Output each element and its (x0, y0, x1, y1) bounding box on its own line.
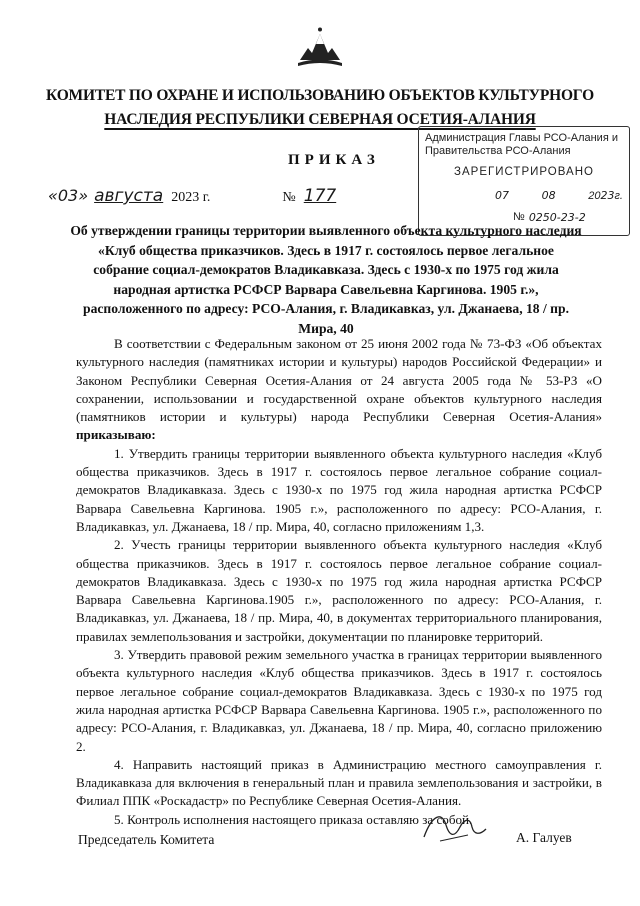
stamp-number: 0250-23-2 (528, 211, 586, 224)
order-year: 2023 г. (171, 190, 211, 205)
stamp-date-year-group (588, 189, 623, 203)
stamp-registered: ЗАРЕГИСТРИРОВАНО (454, 166, 594, 178)
handwritten-signature-icon (420, 805, 490, 851)
committee-name (30, 84, 610, 132)
order-item-1: 1. Утвердить границы территории выявленного объекта культурного наследия «Клуб общества приказчиков. Здесь в 1917 г. состоялось первое легальное собрание социал-демократов Владикавказа. Здесь с 1930-х по 1975 год жила народная артистка РСФСР Варвара Савельевна Каргинова. 1905 г.», расположенного по адресу: РСО-Алания, г. Владикавказ, ул. Джанаева, 18 / пр. Мира, 40, согласно приложениям 1,3. (76, 445, 602, 534)
stamp-date-month: 08 (541, 189, 556, 202)
preamble-paragraph (76, 335, 602, 445)
stamp-date-day: 07 (495, 189, 509, 202)
preamble-text: В соответствии с Федеральным законом от 25 июня 2002 года № 73-ФЗ «Об объектах культурного наследия (памятниках истории и культуры) народов Российской Федерации» и Законом Республики Северная Осетия-Алания от 24 августа 2005 года № 53-РЗ «О сохранении, использовании и государственной охране объектов культурного наследия (памятников истории и культуры) народа Республики Северная Осетия-Алания» (76, 336, 602, 425)
stamp-date (425, 189, 623, 203)
stamp-line-2: Правительства РСО-Алания (425, 145, 571, 157)
registration-stamp (418, 126, 630, 236)
orders-word: приказываю: (76, 427, 156, 443)
order-item-3: 3. Утвердить правовой режим земельного участка в границах территории выявленного объекта культурного наследия «Клуб общества приказчиков. Здесь в 1917 г. состоялось первое легальное собрание социал-демократов Владикавказа. Здесь с 1930-х по 1975 год жила народная артистка РСФСР Варвара Савельевна Каргинова. 1905 г.», расположенного по адресу: РСО-Алания, г. Владикавказ, ул. Джанаева, 18 / пр. Мира, 40, согласно приложению 2. (76, 647, 602, 754)
committee-line-1: КОМИТЕТ ПО ОХРАНЕ И ИСПОЛЬЗОВАНИЮ ОБЪЕКТОВ КУЛЬТУРНОГО (46, 87, 594, 104)
order-title: Об утверждении границы территории выявленного объекта культурного наследия «Клуб общества приказчиков. Здесь в 1917 г. состоялось первое легальное собрание социал-демократов Владикавказа. Здесь с 1930-х по 1975 год жила народная артистка РСФСР Варвара Савельевна Каргинова. 1905 г.», расположенного по адресу: РСО-Алания, г. Владикавказ, ул. Джанаева, 18 / пр. Мира, 40 (70, 223, 582, 336)
stamp-date-year-suffix: 23 (600, 189, 615, 202)
order-day: «03» (48, 186, 89, 205)
signer-position: Председатель Комитета (78, 832, 215, 847)
republic-emblem-icon (294, 26, 346, 70)
stamp-date-year-prefix: 20 (588, 190, 601, 202)
order-item-2: 2. Учесть границы территории выявленного объекта культурного наследия «Клуб общества приказчиков. Здесь в 1917 г. состоялось первое легальное собрание социал-демократов Владикавказа. Здесь с 1930-х по 1975 год жила народная артистка РСФСР Варвара Савельевна Каргинова.1905 г.», расположенного по адресу: РСО-Алания, г. Владикавказ, ул. Джанаева, 18 / пр. Мира, 40, в документах территориального планирования, правилах землепользования и застройки, документации по планировке территорий. (76, 537, 602, 644)
stamp-line-1: Администрация Главы РСО-Алания и (425, 132, 618, 144)
committee-line-2: НАСЛЕДИЯ РЕСПУБЛИКИ СЕВЕРНАЯ ОСЕТИЯ-АЛАНИЯ (104, 111, 536, 128)
signer-name: А. Галуев (516, 830, 572, 845)
order-heading: ПРИКАЗ (288, 152, 380, 168)
order-number-label: № (282, 190, 296, 205)
stamp-number-label: № (513, 211, 525, 223)
order-number: 177 (303, 186, 337, 206)
order-month: августа (94, 186, 164, 206)
order-item-4: 4. Направить настоящий приказ в Администрацию местного самоуправления г. Владикавказа для включения в генеральный план и правила землепользования и застройки, в Филиал ППК «Роскадастр» по Республике Северная Осетия-Алания. (76, 756, 602, 809)
order-body (76, 335, 602, 829)
stamp-date-suffix: г. (614, 190, 623, 202)
order-item-5: 5. Контроль исполнения настоящего приказа оставляю за собой. (114, 811, 473, 827)
order-date-line (48, 186, 438, 206)
